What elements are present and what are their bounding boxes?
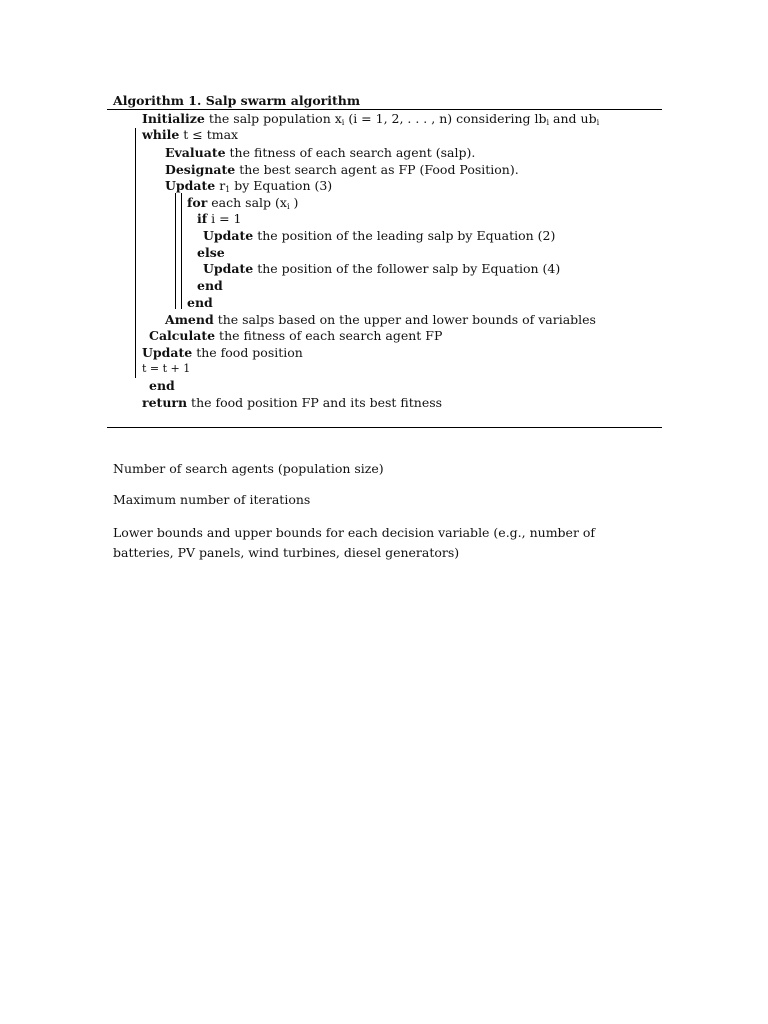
algorithm-keyword: Evaluate xyxy=(165,145,226,160)
algorithm-text: the salp population x xyxy=(204,111,342,126)
algorithm-keyword: for xyxy=(187,195,208,210)
algorithm-line xyxy=(197,278,223,294)
algorithm-text: the food position xyxy=(192,345,303,360)
paragraph-max-iterations: Maximum number of iterations xyxy=(113,492,311,507)
algorithm-text: the position of the leading salp by Equation (2) xyxy=(253,228,556,243)
subscript: i xyxy=(341,118,345,127)
algorithm-text: the food position FP and its best fitness xyxy=(187,395,443,410)
algorithm-text: r xyxy=(215,178,226,193)
algorithm-keyword: if xyxy=(197,211,208,226)
algorithm-keyword: return xyxy=(142,395,188,410)
algorithm-text: i = 1 xyxy=(207,211,242,226)
subscript: 1 xyxy=(225,185,231,194)
algorithm-line xyxy=(165,162,519,178)
algorithm-line xyxy=(197,211,242,227)
algorithm-keyword: end xyxy=(149,378,175,393)
algorithm-text: the best search agent as FP (Food Position). xyxy=(235,162,519,177)
algorithm-keyword: Update xyxy=(203,261,254,276)
algorithm-line xyxy=(149,378,175,394)
algorithm-keyword: Update xyxy=(142,345,193,360)
algorithm-line xyxy=(142,361,190,377)
algorithm-keyword: Initialize xyxy=(142,111,205,126)
algorithm-line xyxy=(149,328,442,344)
algorithm-text: ) xyxy=(289,195,299,210)
algorithm-text: each salp (x xyxy=(207,195,287,210)
algorithm-text: the fitness of each search agent FP xyxy=(215,328,443,343)
algorithm-keyword: Designate xyxy=(165,162,236,177)
algorithm-line xyxy=(142,395,442,411)
algorithm-text: (i = 1, 2, . . . , n) considering lb xyxy=(344,111,547,126)
algorithm-line xyxy=(187,195,298,211)
algorithm-line xyxy=(165,178,332,194)
algorithm-text: the fitness of each search agent (salp). xyxy=(225,145,476,160)
algorithm-line xyxy=(203,228,555,244)
algorithm-line xyxy=(187,295,213,311)
while-block-bar xyxy=(135,128,136,378)
subscript: i xyxy=(546,118,550,127)
algorithm-bottom-rule xyxy=(107,427,662,428)
paragraph-bounds: Lower bounds and upper bounds for each decision variable (e.g., number of batteries, PV panels, wind turbines, diesel generators) xyxy=(113,525,596,560)
algorithm-text: t ≤ tmax xyxy=(179,127,239,142)
algorithm-line xyxy=(197,245,225,261)
algorithm-text: and ub xyxy=(549,111,597,126)
paragraph-population-size: Number of search agents (population size) xyxy=(113,461,384,476)
algorithm-keyword: Update xyxy=(203,228,254,243)
algorithm-text: the position of the follower salp by Equation (4) xyxy=(253,261,561,276)
algorithm-keyword: end xyxy=(187,295,213,310)
algorithm-keyword: Update xyxy=(165,178,216,193)
algorithm-keyword: while xyxy=(142,127,180,142)
algorithm-top-rule xyxy=(107,109,662,110)
algorithm-line xyxy=(165,145,475,161)
algorithm-title: Algorithm 1. Salp swarm algorithm xyxy=(113,93,361,108)
subscript: i xyxy=(286,202,290,211)
algorithm-keyword: Amend xyxy=(165,312,214,327)
algorithm-line xyxy=(203,261,560,277)
for-inner-block-bar xyxy=(181,193,182,309)
algorithm-keyword: Calculate xyxy=(149,328,216,343)
algorithm-line xyxy=(165,312,596,328)
subscript: i xyxy=(596,118,600,127)
algorithm-keyword: else xyxy=(197,245,225,260)
algorithm-line xyxy=(142,345,303,361)
algorithm-text: by Equation (3) xyxy=(230,178,333,193)
algorithm-line xyxy=(142,127,238,143)
algorithm-line xyxy=(142,111,599,127)
algorithm-text: the salps based on the upper and lower bounds of variables xyxy=(213,312,596,327)
algorithm-text: t = t + 1 xyxy=(142,362,191,375)
for-outer-block-bar xyxy=(175,193,176,309)
algorithm-keyword: end xyxy=(197,278,223,293)
